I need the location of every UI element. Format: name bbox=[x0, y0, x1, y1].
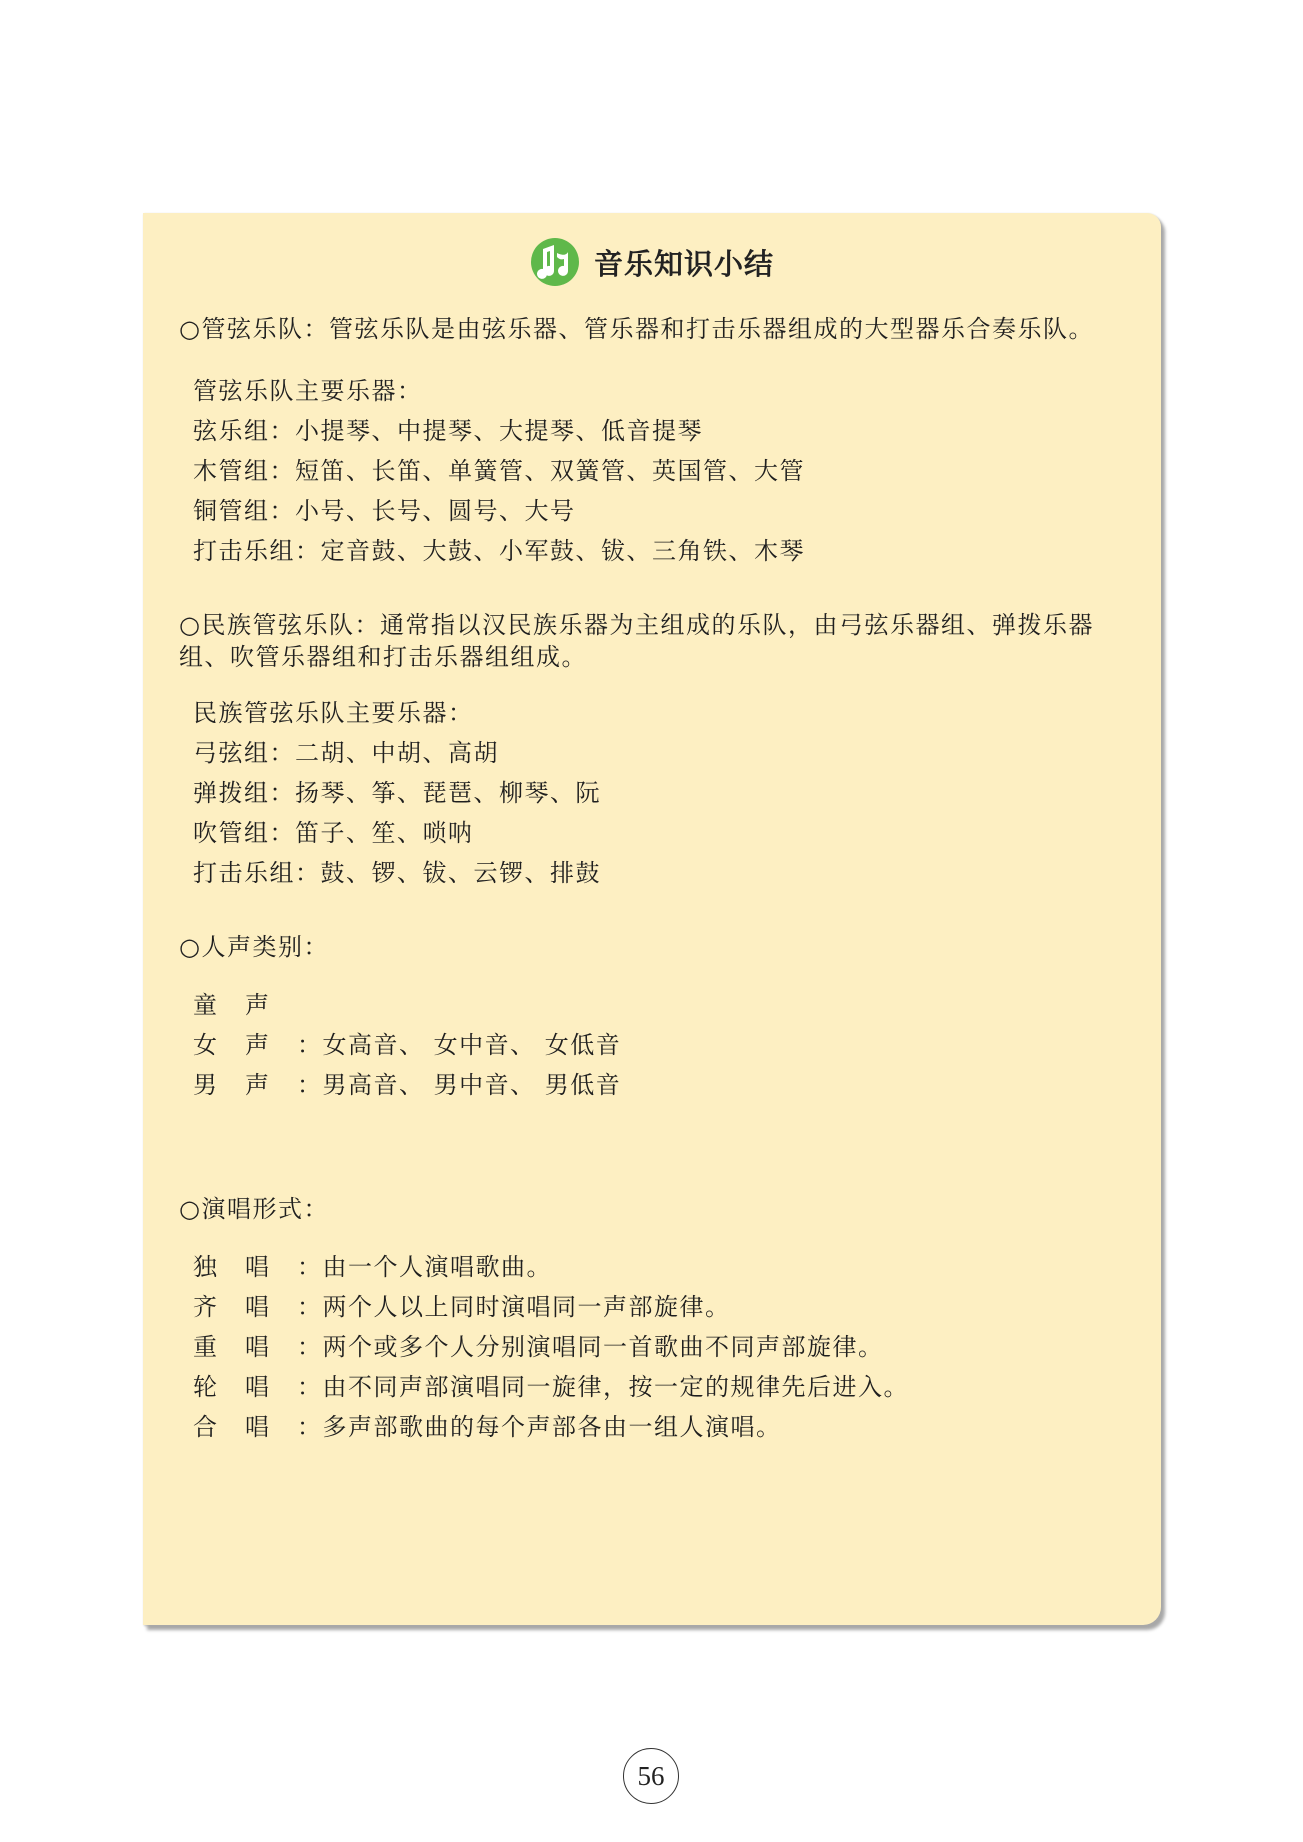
item-key: 齐唱 bbox=[193, 1293, 297, 1321]
item-key: 女声 bbox=[193, 1031, 297, 1059]
section-folk-orchestra bbox=[179, 609, 1139, 893]
item-key: 重唱 bbox=[193, 1333, 297, 1361]
list-item: 吹管组：笛子、笙、唢呐 bbox=[193, 819, 474, 847]
section-lead: ○人声类别： bbox=[179, 933, 329, 961]
list-title: 民族管弦乐队主要乐器： bbox=[193, 699, 474, 727]
list-item: 弓弦组：二胡、中胡、高胡 bbox=[193, 739, 499, 767]
section-singing-forms bbox=[179, 1193, 1139, 1447]
section-lead: ○管弦乐队：管弦乐队是由弦乐器、管乐器和打击乐器组成的大型器乐合奏乐队。 bbox=[179, 315, 1094, 343]
list-title: 管弦乐队主要乐器： bbox=[193, 377, 423, 405]
list-item bbox=[193, 1247, 1139, 1287]
list-item bbox=[193, 1367, 1139, 1407]
section-lead: ○演唱形式： bbox=[179, 1195, 329, 1223]
item-key: 轮唱 bbox=[193, 1373, 297, 1401]
music-notes-icon bbox=[530, 237, 580, 287]
list-item bbox=[193, 1327, 1139, 1367]
title-bar bbox=[143, 237, 1161, 287]
item-value: ：由一个人演唱歌曲。 bbox=[297, 1253, 552, 1281]
list-item bbox=[193, 1287, 1139, 1327]
page-title: 音乐知识小结 bbox=[593, 246, 774, 281]
item-value: ：多声部歌曲的每个声部各由一组人演唱。 bbox=[297, 1413, 782, 1441]
item-value: ：两个人以上同时演唱同一声部旋律。 bbox=[297, 1293, 731, 1321]
content bbox=[179, 313, 1139, 1447]
item-key: 独唱 bbox=[193, 1253, 297, 1281]
list-item bbox=[193, 1025, 1139, 1065]
list-item: 弹拨组：扬琴、筝、琵琶、柳琴、阮 bbox=[193, 779, 601, 807]
section-lead: ○民族管弦乐队：通常指以汉民族乐器为主组成的乐队，由弓弦乐器组、弹拨乐器组、吹管乐器组和打击乐器组组成。 bbox=[179, 611, 1094, 671]
item-value: ：女高音、 女中音、 女低音 bbox=[297, 1031, 622, 1059]
item-value: ：两个或多个人分别演唱同一首歌曲不同声部旋律。 bbox=[297, 1333, 884, 1361]
instrument-list bbox=[193, 371, 1139, 571]
list-item: 铜管组：小号、长号、圆号、大号 bbox=[193, 497, 576, 525]
item-key: 男声 bbox=[193, 1071, 297, 1099]
list-item: 打击乐组：定音鼓、大鼓、小军鼓、钹、三角铁、木琴 bbox=[193, 537, 805, 565]
singing-list bbox=[193, 1247, 1139, 1447]
list-item bbox=[193, 985, 1139, 1025]
list-item: 木管组：短笛、长笛、单簧管、双簧管、英国管、大管 bbox=[193, 457, 805, 485]
summary-panel bbox=[143, 213, 1161, 1625]
item-value: ：男高音、 男中音、 男低音 bbox=[297, 1071, 622, 1099]
section-voice-types bbox=[179, 931, 1139, 1105]
item-key: 合唱 bbox=[193, 1413, 297, 1441]
item-key: 童声 bbox=[193, 991, 297, 1019]
list-item bbox=[193, 1407, 1139, 1447]
section-orchestra bbox=[179, 313, 1139, 571]
list-item: 打击乐组：鼓、锣、钹、云锣、排鼓 bbox=[193, 859, 601, 887]
instrument-list bbox=[193, 693, 1139, 893]
voice-list bbox=[193, 985, 1139, 1105]
list-item: 弦乐组：小提琴、中提琴、大提琴、低音提琴 bbox=[193, 417, 703, 445]
item-value: ：由不同声部演唱同一旋律，按一定的规律先后进入。 bbox=[297, 1373, 909, 1401]
list-item bbox=[193, 1065, 1139, 1105]
page-number: 56 bbox=[623, 1748, 679, 1804]
